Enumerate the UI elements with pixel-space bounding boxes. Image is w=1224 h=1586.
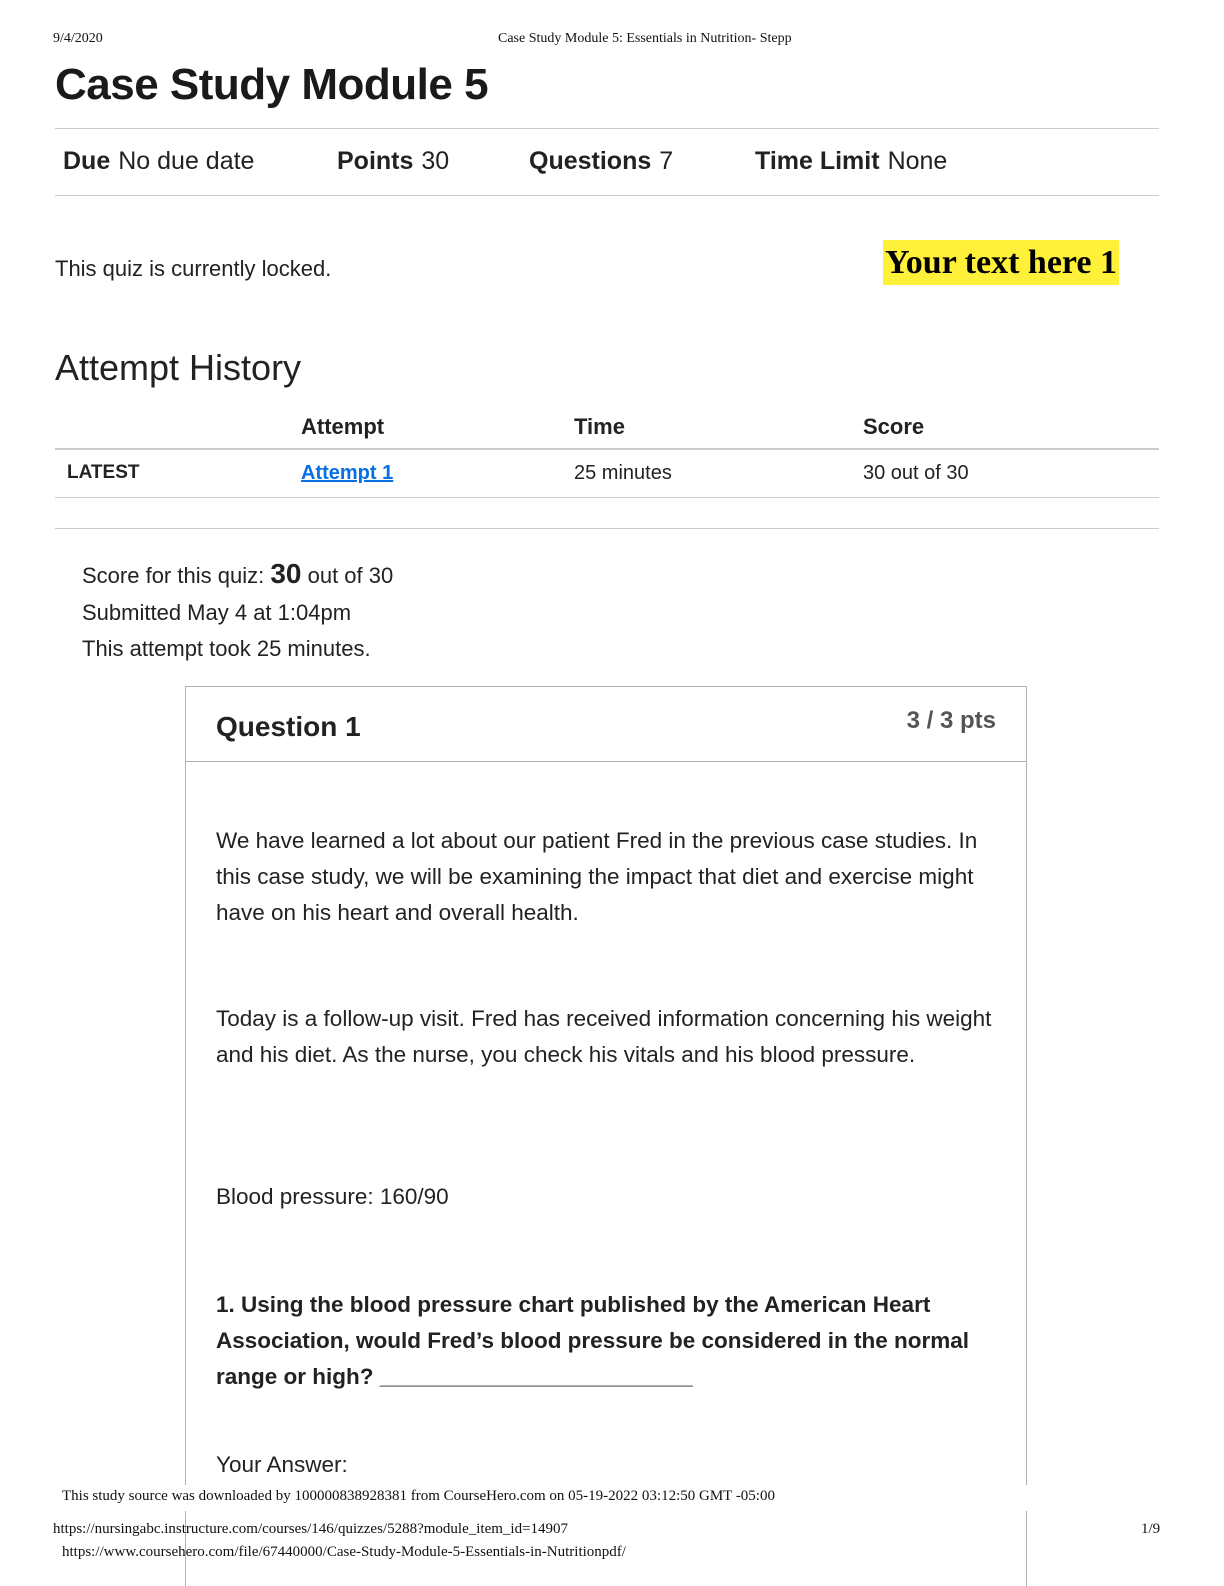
- divider: [55, 497, 1159, 498]
- attempt-time: 25 minutes: [574, 462, 672, 484]
- divider: [55, 528, 1159, 529]
- attempt-history-heading: Attempt History: [55, 347, 302, 388]
- question-header: [186, 687, 1026, 762]
- time-limit-info: [755, 147, 947, 176]
- points-label: Points: [337, 147, 414, 175]
- attempt-score: 30 out of 30: [863, 462, 969, 484]
- answer-label: Your Answer:: [216, 1452, 348, 1477]
- column-header-time: Time: [574, 414, 625, 439]
- column-header-attempt: Attempt: [301, 414, 385, 439]
- latest-tag: LATEST: [67, 462, 140, 483]
- divider: [55, 195, 1159, 196]
- time-limit-value: None: [887, 147, 948, 175]
- divider: [55, 128, 1159, 129]
- score-prefix: Score for this quiz:: [82, 563, 265, 588]
- score-suffix: out of 30: [307, 563, 394, 588]
- quiz-score-line: [82, 558, 393, 590]
- due-value: No due date: [118, 147, 255, 175]
- source-note: This study source was downloaded by 100000838928381 from CourseHero.com on 05-19-2022 03:12:50 GMT -05:00: [62, 1488, 775, 1504]
- questions-value: 7: [659, 147, 674, 175]
- question-card: [185, 686, 1027, 1586]
- print-date: 9/4/2020: [53, 31, 103, 46]
- source-note-bar: [0, 1485, 1224, 1511]
- page-title: Case Study Module 5: [55, 60, 489, 109]
- page-url: https://nursingabc.instructure.com/courses/146/quizzes/5288?module_item_id=14907: [53, 1521, 569, 1537]
- table-header-divider: [55, 448, 1159, 450]
- questions-label: Questions: [529, 147, 652, 175]
- highlight-text: Your text here 1: [883, 240, 1119, 285]
- page-number: 1/9: [1141, 1521, 1161, 1537]
- column-header-score: Score: [863, 414, 925, 439]
- question-title: Question 1: [216, 711, 361, 742]
- attempt-duration: This attempt took 25 minutes.: [82, 636, 371, 661]
- time-limit-label: Time Limit: [755, 147, 880, 175]
- questions-info: [529, 147, 673, 176]
- due-info: [63, 147, 254, 176]
- score-value: 30: [270, 558, 302, 589]
- locked-notice: This quiz is currently locked.: [55, 256, 332, 281]
- attempt-1-link[interactable]: Attempt 1: [301, 462, 394, 484]
- question-prompt: 1. Using the blood pressure chart published by the American Heart Association, would Fred’s blood pressure be considered in the normal range or high? _________________________: [216, 1292, 970, 1389]
- points-value: 30: [421, 147, 450, 175]
- due-label: Due: [63, 147, 111, 175]
- question-paragraph: We have learned a lot about our patient Fred in the previous case studies. In this case study, we will be examining the impact that diet and exercise might have on his heart and overall health.: [216, 828, 978, 925]
- coursehero-url: https://www.coursehero.com/file/67440000/Case-Study-Module-5-Essentials-in-Nutritionpdf/: [62, 1544, 626, 1560]
- question-paragraph: Today is a follow-up visit. Fred has received information concerning his weight and his diet. As the nurse, you check his vitals and his blood pressure.: [216, 1006, 992, 1067]
- submitted-time: Submitted May 4 at 1:04pm: [82, 600, 352, 625]
- points-info: [337, 147, 449, 176]
- print-doc-title: Case Study Module 5: Essentials in Nutrition- Stepp: [498, 31, 792, 46]
- question-paragraph: Blood pressure: 160/90: [216, 1184, 449, 1209]
- question-points: 3 / 3 pts: [906, 707, 996, 734]
